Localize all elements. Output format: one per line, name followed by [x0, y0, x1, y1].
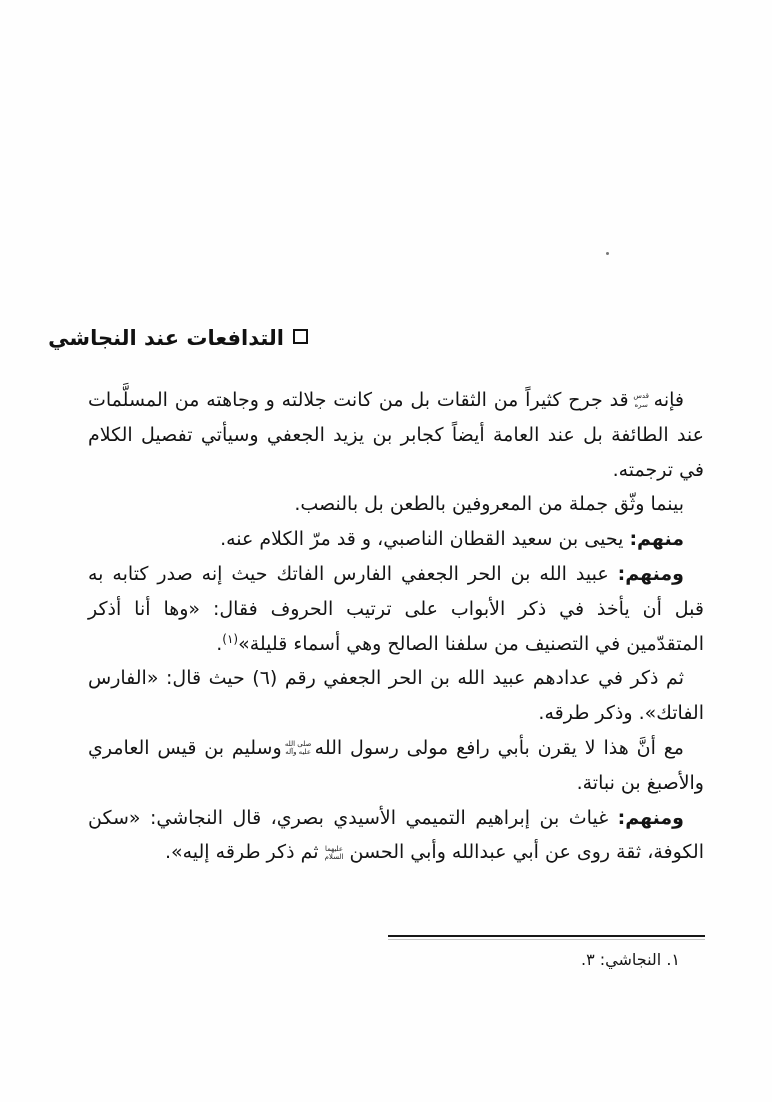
paragraph-baynama-text: بينما وثّق جملة من المعروفين بالطعن بل بالنصب.: [294, 493, 684, 516]
paragraph-baynama: [88, 487, 704, 522]
waminhum-label: ومنهم:: [617, 562, 684, 585]
paragraph-minhum-yahya-text: يحيى بن سعيد القطان الناصبي، و قد مرّ الكلام عنه.: [220, 528, 630, 551]
section-heading: [48, 326, 308, 350]
paragraph-waminhum-ghiyath: [88, 801, 704, 871]
paragraph-maa-anna: [88, 731, 704, 801]
paragraph-maa-anna-rest: وسليم بن قيس العامري والأصبغ بن نباتة.: [88, 736, 704, 794]
square-bullet-icon: [293, 329, 308, 344]
honorific-salawat-icon: صلى الله عليه وآله: [284, 740, 312, 757]
paragraph-waminhum-ghiyath-rest: ثم ذكر طرقه إليه».: [164, 841, 319, 864]
minhum-label: منهم:: [629, 528, 684, 551]
waminhum-ghiyath-label: ومنهم:: [617, 806, 684, 829]
paragraph-waminhum-ubaydallah-tail: .: [216, 632, 223, 655]
scan-speck: [606, 252, 609, 255]
footnote-separator-rule: [388, 935, 705, 937]
paragraph-waminhum-ghiyath-start: غياث بن إبراهيم التميمي الأسيدي بصري، قال النجاشي: «سكن الكوفة، ثقة روى عن أبي عبدالله وأبي الحسن: [88, 806, 704, 864]
paragraph-intro: [88, 383, 704, 487]
body-text-column: [88, 383, 704, 870]
paragraph-thumma-dhakara: [88, 661, 704, 731]
footnote-text: ١. النجاشي: ٣.: [580, 950, 680, 969]
paragraph-thumma-dhakara-text: ثم ذكر في عدادهم عبيد الله بن الحر الجعفي رقم (٦) حيث قال: «الفارس الفاتك». وذكر طرقه.: [88, 667, 704, 725]
paragraph-minhum-yahya: [88, 522, 704, 557]
footnote-marker: (١): [222, 631, 239, 646]
paragraph-maa-anna-start: مع أنَّ هذا لا يقرن بأبي رافع مولى رسول الله: [314, 736, 684, 759]
paragraph-intro-start: فإنه: [653, 389, 684, 411]
paragraph-waminhum-ubaydallah: [88, 557, 704, 661]
honorific-quddisa-sirruh-icon: قدس سره: [633, 392, 649, 409]
footnote: [581, 950, 680, 969]
paragraph-intro-rest: قد جرح كثيراً من الثقات بل من كانت جلالته و وجاهته من المسلَّمات عند الطائفة بل عند العامة أيضاً كجابر بن يزيد الجعفي وسيأتي تفصيل الكلام في ترجمته.: [88, 389, 704, 481]
paragraph-waminhum-ubaydallah-text: عبيد الله بن الحر الجعفي الفارس الفاتك حيث إنه صدر كتابه به قبل أن يأخذ في ذكر الأبواب على ترتيب الحروف فقال: «وها أنا أذكر المتقدّمين في التصنيف من سلفنا الصالح وهي أسماء قليلة»: [88, 562, 704, 655]
section-heading-text: التدافعات عند النجاشي: [48, 326, 284, 350]
honorific-alayhima-salam-icon: عليهما السلام: [324, 844, 344, 861]
